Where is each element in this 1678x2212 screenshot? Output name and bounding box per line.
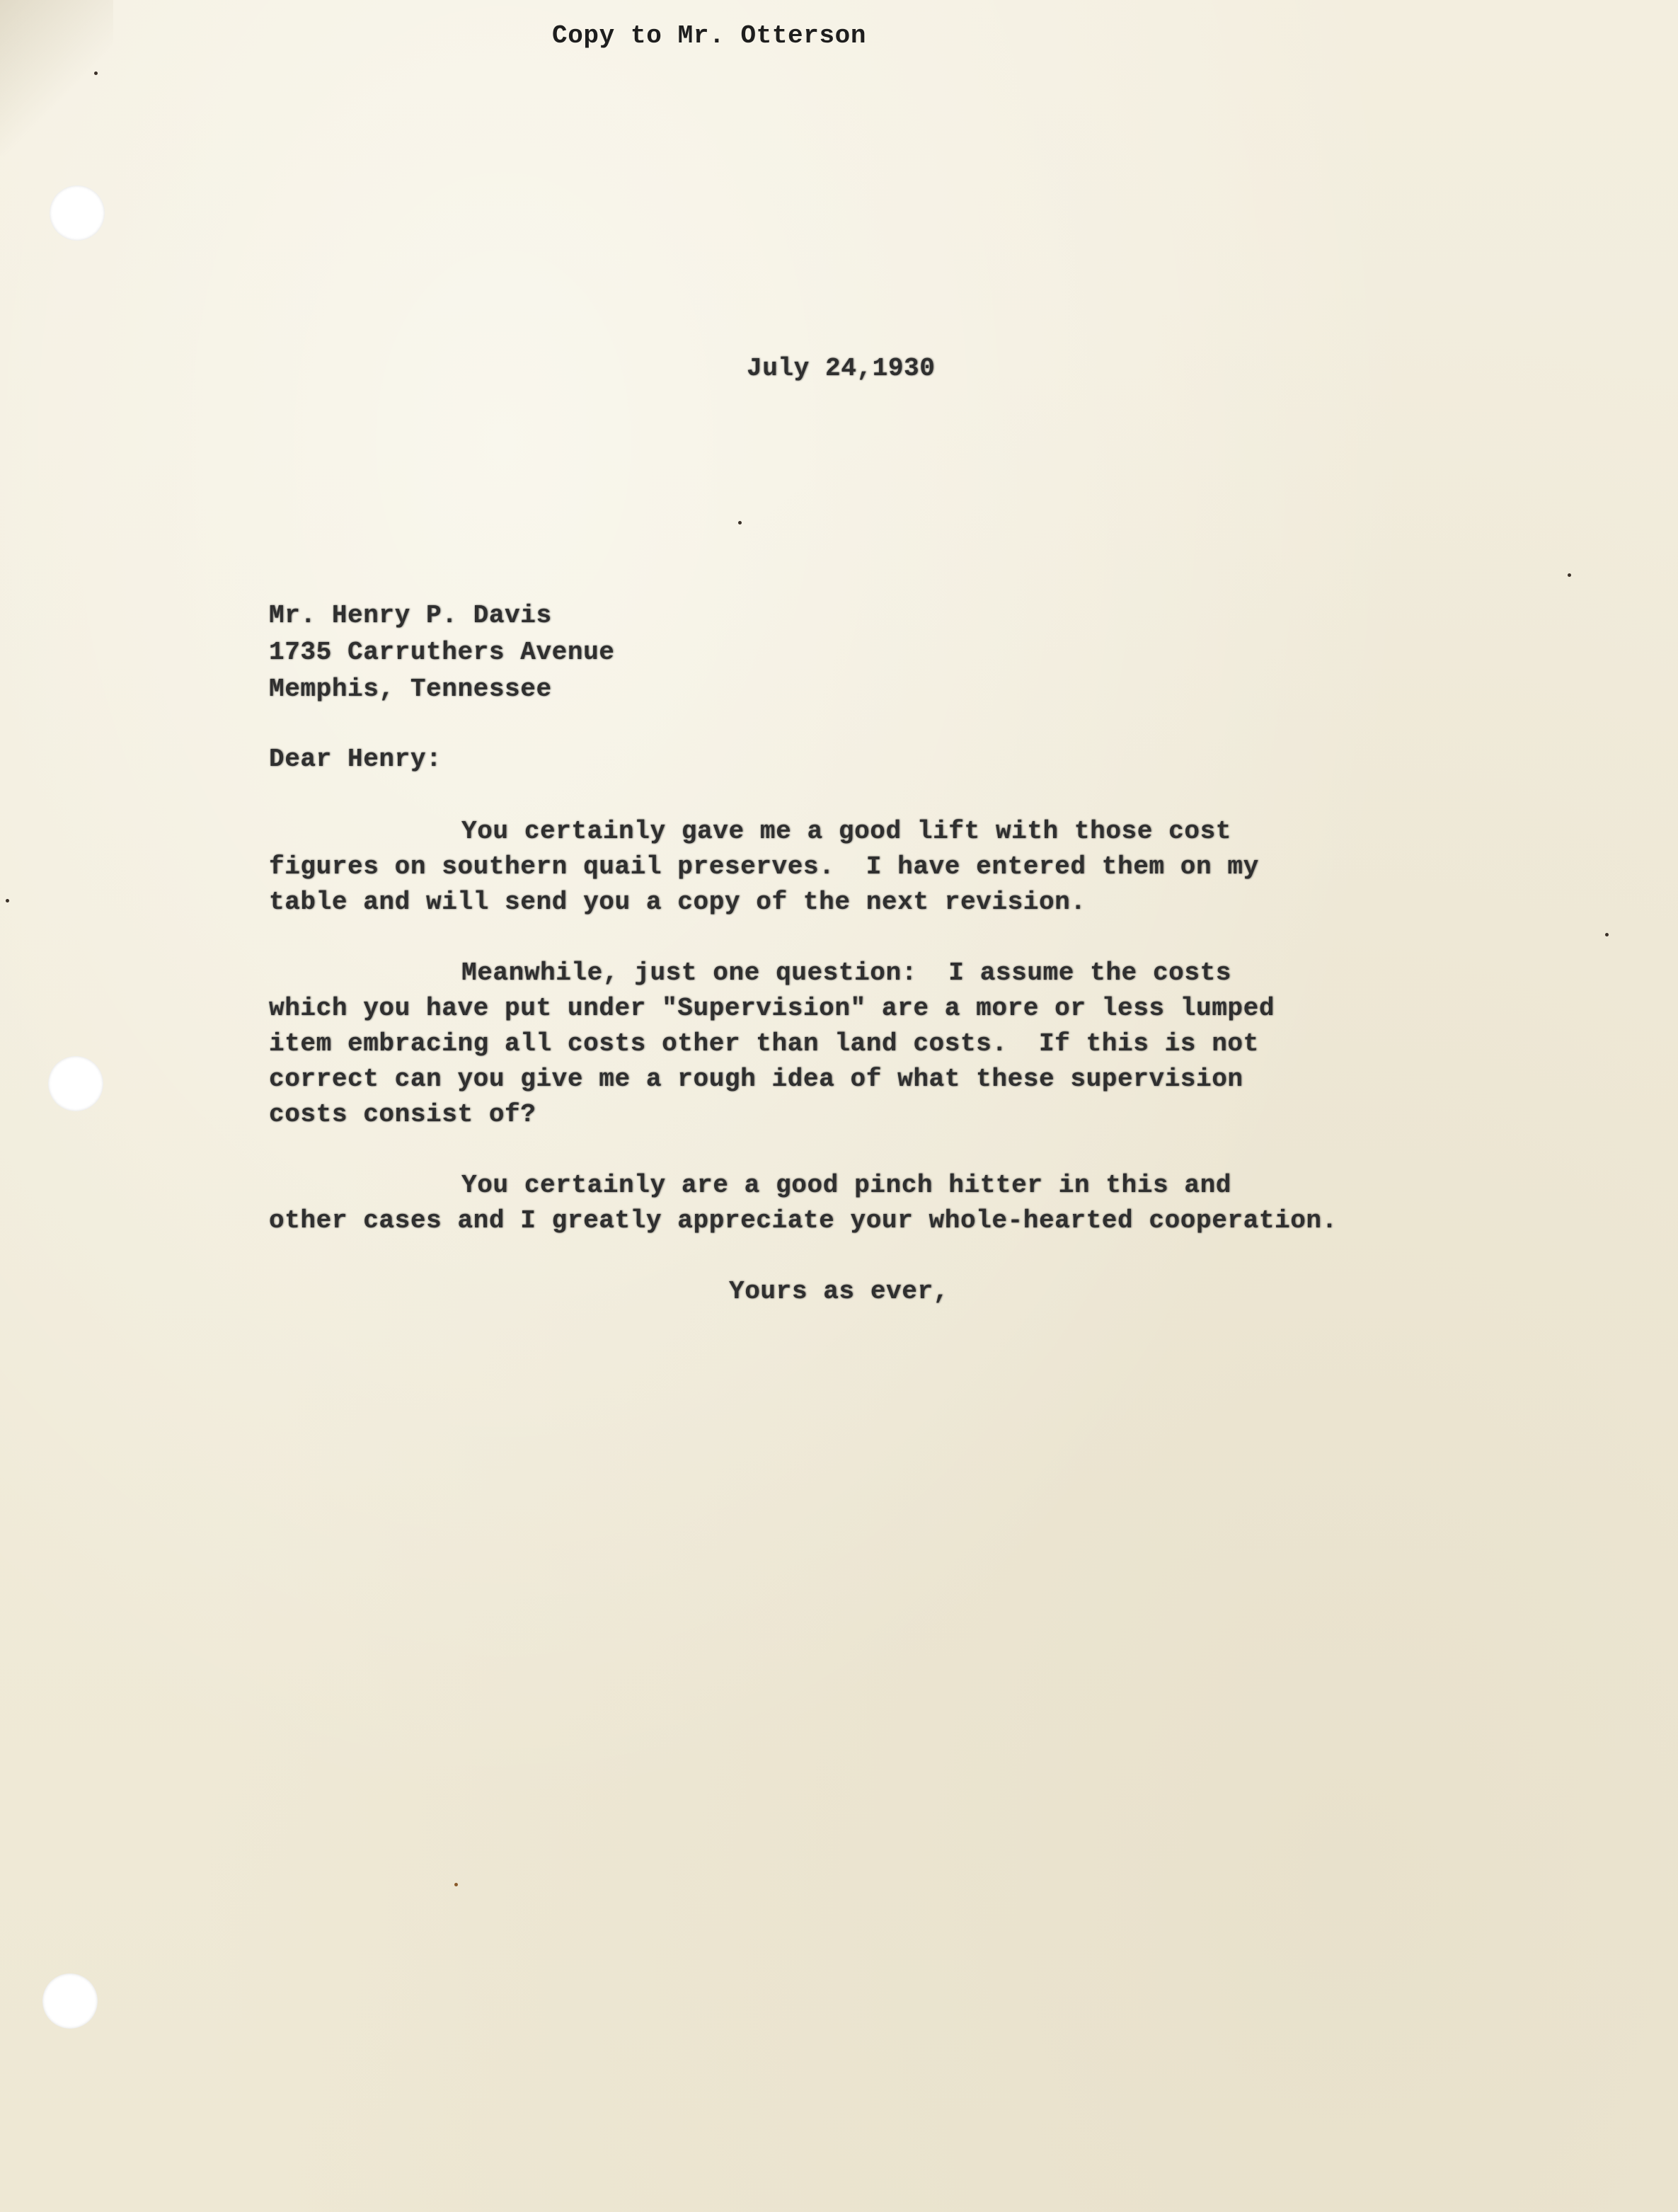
paragraph-3-line-1: You certainly are a good pinch hitter in this and (461, 1171, 1231, 1200)
paper-crease (0, 0, 113, 156)
salutation: Dear Henry: (269, 745, 442, 774)
recipient-city: Memphis, Tennessee (269, 675, 552, 704)
ink-speck (6, 899, 9, 902)
letter-date: July 24,1930 (747, 354, 936, 383)
ink-speck (1605, 933, 1609, 936)
paragraph-1-line-1: You certainly gave me a good lift with those cost (461, 817, 1231, 846)
paragraph-1-line-2: figures on southern quail preserves. I have entered them on my (269, 852, 1259, 881)
ink-speck (94, 71, 98, 75)
copy-note: Copy to Mr. Otterson (552, 21, 867, 50)
paragraph-3-line-2: other cases and I greatly appreciate your whole-hearted cooperation. (269, 1206, 1338, 1235)
paragraph-1-line-3: table and will send you a copy of the next revision. (269, 888, 1086, 917)
punch-hole-bottom (42, 1973, 98, 2029)
paragraph-2-line-3: item embracing all costs other than land costs. If this is not (269, 1029, 1259, 1058)
ink-speck (1568, 573, 1571, 577)
paragraph-2-line-1: Meanwhile, just one question: I assume the costs (461, 958, 1231, 987)
punch-hole-top (50, 185, 105, 241)
recipient-name: Mr. Henry P. Davis (269, 601, 552, 630)
paragraph-2-line-5: costs consist of? (269, 1100, 536, 1129)
closing: Yours as ever, (729, 1277, 949, 1306)
punch-hole-middle (48, 1056, 103, 1111)
paragraph-2-line-4: correct can you give me a rough idea of what these supervision (269, 1065, 1243, 1094)
ink-speck (738, 521, 742, 525)
recipient-street: 1735 Carruthers Avenue (269, 638, 615, 667)
paragraph-2-line-2: which you have put under "Supervision" are a more or less lumped (269, 994, 1275, 1023)
ink-speck (454, 1883, 458, 1886)
